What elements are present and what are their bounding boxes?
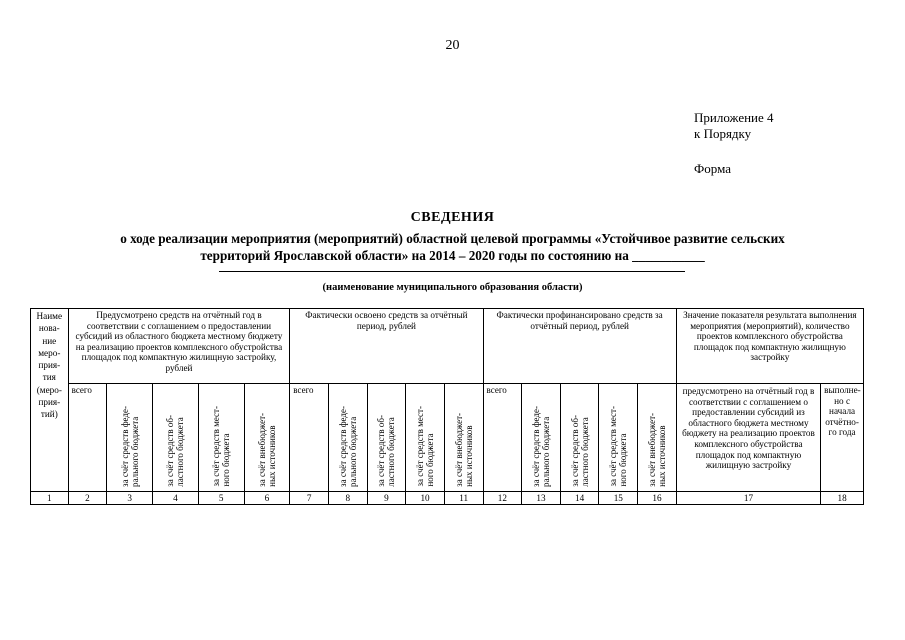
document-title: СВЕДЕНИЯ [410,210,495,225]
column-number: 6 [244,492,290,505]
column-number: 10 [406,492,445,505]
subheader-local [198,384,244,492]
group-header-financed: Фактически профинансировано средств за отчётный период, рублей [483,309,676,384]
subheader-planned-projects: предусмотрено на отчётный год в соответствии с соглашением о предоставлении субсидий из областного бюджета местному бюджету на реализацию проектов комплексного обустройства площадок под компактную жилищную застройку [676,384,820,492]
subheader-extrabudget [244,384,290,492]
subheader-regional-label: за счёт средств об- ластного бюджета [569,415,590,487]
subheader-local [599,384,638,492]
subheader-regional-label: за счёт средств об- ластного бюджета [376,415,397,487]
subheader-extrabudget-label: за счёт внебюджет- ных источников [646,413,667,487]
column-number: 5 [198,492,244,505]
table-header-row-groups [31,309,864,384]
subheader-federal-label: за счёт средств феде- рального бюджета [531,406,551,487]
report-table [30,308,864,505]
column-number: 13 [522,492,561,505]
subheader-extrabudget [638,384,677,492]
group-header-indicator: Значение показателя результата выполнения мероприятия (мероприятий), количество проектов комплексного обустройства площадок под компактную жилищную застройку [676,309,863,384]
subheader-federal-label: за счёт средств феде- рального бюджета [119,406,140,487]
column-number: 17 [676,492,820,505]
group-header-spent: Фактически освоено средств за отчётный период, рублей [290,309,483,384]
form-label: Форма [694,161,731,176]
subheader-federal [328,384,367,492]
subheader-regional [153,384,199,492]
column-number: 14 [560,492,599,505]
column-number: 4 [153,492,199,505]
column-number: 1 [31,492,69,505]
subheader-federal-label: за счёт средств феде- рального бюджета [337,406,358,487]
subheader-extrabudget-label: за счёт внебюджет- ных источников [256,413,277,487]
document-subtitle-line1: о ходе реализации мероприятия (мероприятий) областной целевой программы «Устойчивое развитие сельских [120,231,785,246]
appendix-reference: к Порядку [694,126,752,141]
column-number: 18 [821,492,864,505]
table-header-row-subcolumns [31,384,864,492]
column-number: 8 [328,492,367,505]
subheader-total: всего [290,384,329,492]
subheader-local-label: за счёт средств мест- ного бюджета [211,406,232,487]
column-number: 7 [290,492,329,505]
subheader-regional-label: за счёт средств об- ластного бюджета [165,415,186,487]
column-number-row [31,492,864,505]
column-number: 2 [68,492,107,505]
subheader-total: всего [483,384,522,492]
municipality-caption: (наименование муниципального образования области) [322,282,583,293]
column-number: 11 [444,492,483,505]
subheader-local-label: за счёт средств мест- ного бюджета [415,406,436,487]
subheader-federal [107,384,153,492]
subheader-done-since-year-start: выполне- но с начала отчётно- го года [821,384,864,492]
group-header-planned: Предусмотрено средств на отчётный год в соответствии с соглашением о предоставлении субсидий из областного бюджета местному бюджету на реализацию проектов комплексного обустройства площадок под компактную жилищную застройку, рублей [68,309,290,384]
subheader-local [406,384,445,492]
subheader-federal [522,384,561,492]
subheader-regional [560,384,599,492]
subheader-regional [367,384,406,492]
page-number: 20 [445,38,460,53]
document-subtitle-line2: территорий Ярославской области» на 2014 – 2020 годы по состоянию на ___________ [200,248,705,263]
subheader-local-label: за счёт средств мест- ного бюджета [608,406,629,487]
appendix-label: Приложение 4 [694,110,774,125]
column-number: 12 [483,492,522,505]
column-number: 9 [367,492,406,505]
subheader-extrabudget-label: за счёт внебюджет- ных источников [453,413,474,487]
col-header-event-name: Наиме нова- ние меро- прия- тия (меро- прия- тий) [31,309,69,492]
column-number: 16 [638,492,677,505]
subheader-extrabudget [444,384,483,492]
column-number: 15 [599,492,638,505]
column-number: 3 [107,492,153,505]
subheader-total: всего [68,384,107,492]
municipality-blank-line [219,271,685,272]
